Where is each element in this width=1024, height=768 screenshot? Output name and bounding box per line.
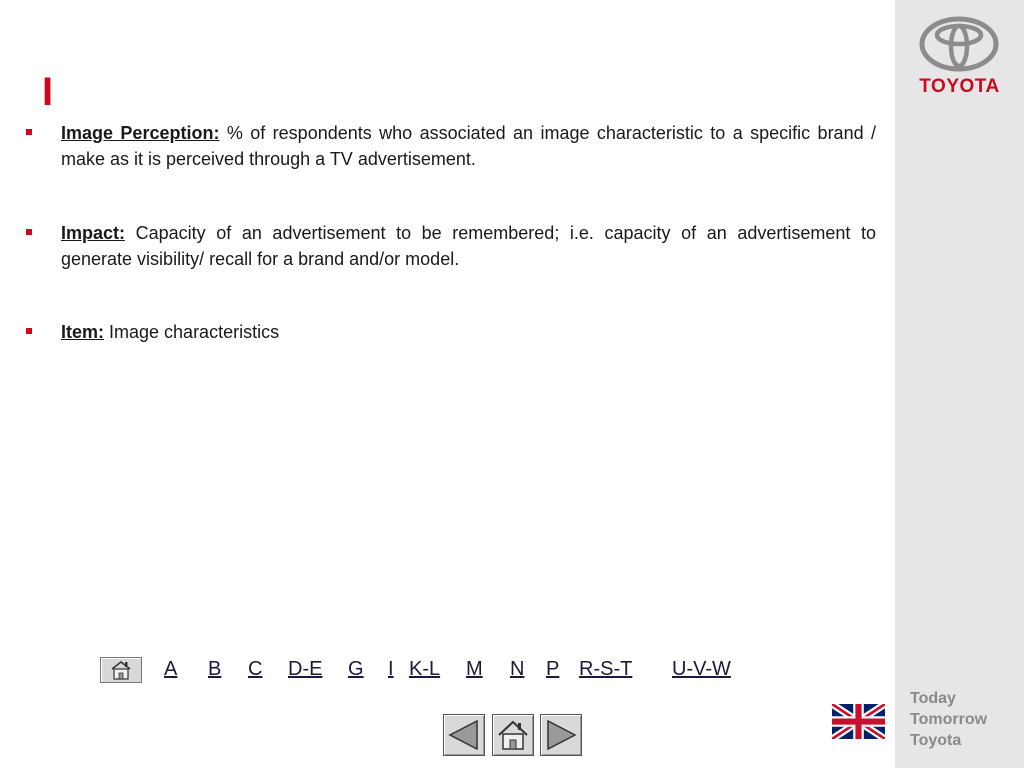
alpha-link-m[interactable]: M	[466, 658, 483, 680]
home-small-button[interactable]	[100, 657, 142, 683]
alpha-link-n[interactable]: N	[510, 658, 525, 680]
definition-term: Item:	[61, 322, 105, 342]
tagline-line: Toyota	[910, 732, 962, 749]
brand-sidebar	[895, 0, 1024, 768]
definition-item	[26, 319, 876, 345]
alpha-link-k-l[interactable]: K-L	[409, 658, 441, 680]
section-letter: I	[42, 70, 54, 114]
alpha-link-i[interactable]: I	[388, 658, 394, 680]
bullet-icon	[26, 129, 32, 135]
alpha-link-b[interactable]: B	[208, 658, 222, 680]
home-icon	[101, 658, 141, 682]
alpha-link-d-e[interactable]: D-E	[288, 658, 323, 680]
definition-item	[26, 120, 876, 172]
definition-item	[26, 220, 876, 272]
bullet-icon	[26, 229, 32, 235]
next-button[interactable]	[540, 714, 582, 756]
triangle-left-icon	[444, 715, 484, 755]
brand-name: TOYOTA	[919, 76, 1000, 97]
bullet-icon	[26, 328, 32, 334]
triangle-right-icon	[541, 715, 581, 755]
tagline-line: Tomorrow	[910, 711, 988, 728]
prev-button[interactable]	[443, 714, 485, 756]
definition-body	[61, 120, 876, 172]
uk-flag-icon[interactable]	[832, 704, 885, 739]
definition-text: % of respondents who associated an image characteristic to a specific brand / make as it is perceived through a TV advertisement.	[61, 123, 876, 169]
tagline-line: Today	[910, 690, 956, 707]
home-icon	[493, 715, 533, 755]
alpha-link-c[interactable]: C	[248, 658, 263, 680]
home-button[interactable]	[492, 714, 534, 756]
definition-term: Impact:	[61, 223, 126, 243]
definition-body	[61, 220, 876, 272]
alpha-link-u-v-w[interactable]: U-V-W	[672, 658, 731, 680]
definition-body	[61, 319, 876, 345]
alpha-link-g[interactable]: G	[348, 658, 364, 680]
alpha-link-p[interactable]: P	[546, 658, 560, 680]
definition-text: Capacity of an advertisement to be remembered; i.e. capacity of an advertisement to generate visibility/ recall for a brand and/or model.	[61, 223, 876, 269]
toyota-logo-icon	[919, 16, 999, 72]
alpha-link-r-s-t[interactable]: R-S-T	[579, 658, 633, 680]
definition-term: Image Perception:	[61, 123, 220, 143]
brand-tagline	[910, 688, 987, 751]
definition-text: Image characteristics	[104, 322, 280, 342]
alpha-link-a[interactable]: A	[164, 658, 178, 680]
